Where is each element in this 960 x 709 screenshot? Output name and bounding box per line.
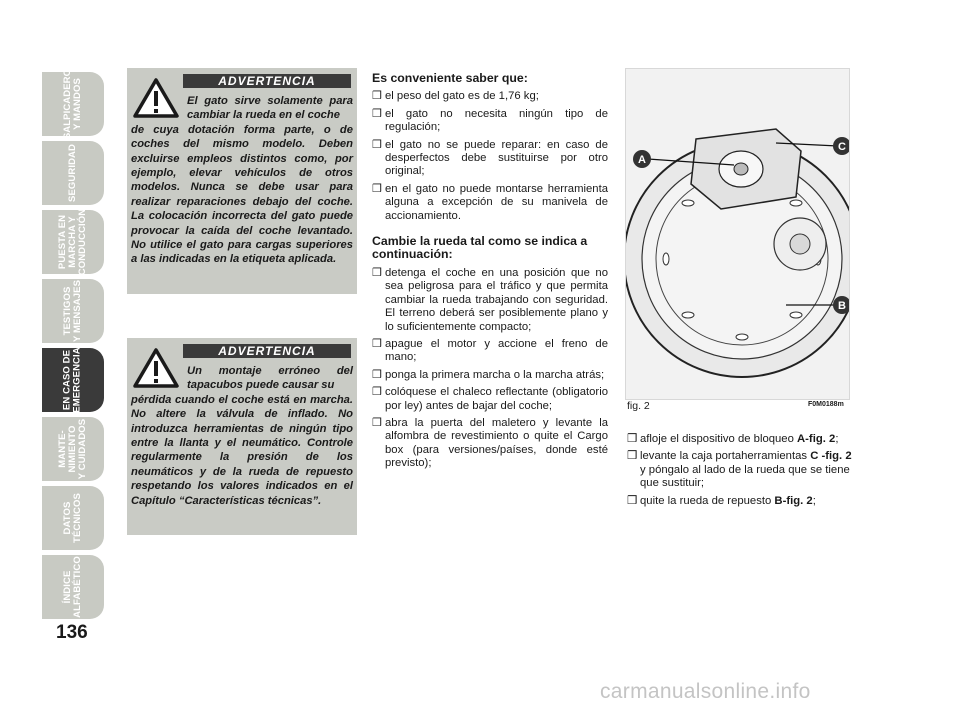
checkbox-bullet-icon: ❒ xyxy=(372,182,382,195)
list-item-text: abra la puerta del maletero y levante la alfombra de revestimiento o quite el Cargo box (para versiones/países, donde esté previsto); xyxy=(385,416,608,470)
figure-reference: A-fig. 2 xyxy=(797,433,836,445)
list-item-text: y póngalo al lado de la rueda que se tiene que sustituir; xyxy=(640,463,850,490)
spare-wheel-illustration xyxy=(625,68,850,400)
warning-body: pérdida cuando el coche está en marcha. No altere la válvula de inflado. No introduzca herramientas de ningún tipo entre la llanta y el neumático. Controle regularmente la presión de los neumáticos y de la rueda de repuesto respetando los valores indicados en el Capítulo “Características técnicas”. xyxy=(131,393,353,507)
list-item-text: apague el motor y accione el freno de mano; xyxy=(385,337,608,364)
list-item xyxy=(372,417,608,471)
label-c: C xyxy=(838,141,846,153)
bullet-list xyxy=(372,267,608,471)
list-item-text: quite la rueda de repuesto xyxy=(640,494,775,507)
nav-tab-testigos[interactable] xyxy=(42,279,104,343)
list-item-text: ponga la primera marcha o la marcha atrás; xyxy=(385,368,605,381)
warning-box-jack xyxy=(127,68,357,294)
checkbox-bullet-icon: ❒ xyxy=(372,416,382,429)
warning-intro: El gato sirve solamente para cambiar la rueda en el coche xyxy=(187,95,353,122)
watermark: carmanualsonline.info xyxy=(600,680,811,703)
list-item xyxy=(372,139,608,179)
figure-reference: B-fig. 2 xyxy=(774,494,813,507)
bullet-list xyxy=(627,433,859,508)
nav-tab-label: SALPICADERO Y MANDOS xyxy=(62,68,83,140)
warning-text xyxy=(131,94,353,267)
list-item xyxy=(627,495,859,508)
checkbox-bullet-icon: ❒ xyxy=(372,386,382,399)
list-item-text: ; xyxy=(812,494,816,507)
nav-tab-puesta-en-marcha[interactable] xyxy=(42,210,104,274)
list-item-text: en el gato no puede montarse herramienta alguna a excepción de su manivela de accionamiento. xyxy=(385,182,608,222)
list-item xyxy=(372,90,608,103)
nav-tab-label: MANTE- NIMIENTO Y CUIDADOS xyxy=(56,418,88,480)
figure-code: F0M0188m xyxy=(808,401,844,408)
checkbox-bullet-icon: ❒ xyxy=(372,337,382,350)
nav-tab-datos-tecnicos[interactable] xyxy=(42,486,104,550)
list-item-text: detenga el coche en una posición que no sea peligrosa para el tráfico y que permita cambiar la rueda trabajando con seguridad. El terreno deberá ser posiblemente plano y lo suficientemente compacto; xyxy=(385,266,608,333)
nav-tab-label: SEGURIDAD xyxy=(67,144,78,202)
section-heading: Es conveniente saber que: xyxy=(372,71,528,85)
warning-title: ADVERTENCIA xyxy=(183,74,351,88)
list-item-text: levante la caja portaherramientas xyxy=(640,450,811,463)
nav-tab-salpicadero[interactable] xyxy=(42,68,104,140)
nav-tab-mantenimiento[interactable] xyxy=(42,417,104,481)
checkbox-bullet-icon: ❒ xyxy=(372,266,382,279)
list-item xyxy=(372,183,608,223)
nav-tab-label: ÍNDICE ALFABÉTICO xyxy=(61,556,83,618)
nav-tab-indice[interactable] xyxy=(42,555,104,619)
bullet-list xyxy=(372,90,608,223)
nav-tab-label: PUESTA EN MARCHA Y CONDUCCIÓN xyxy=(57,208,89,276)
figure-caption: fig. 2 xyxy=(627,400,650,412)
list-item xyxy=(627,433,859,446)
list-item-text: el peso del gato es de 1,76 kg; xyxy=(385,90,539,103)
list-item-text: el gato no se puede reparar: en caso de desperfectos debe sustituirse por otro original; xyxy=(385,138,608,178)
checkbox-bullet-icon: ❒ xyxy=(372,368,382,381)
checkbox-bullet-icon: ❒ xyxy=(627,433,638,445)
list-item-text: ; xyxy=(835,433,839,445)
warning-intro: Un montaje erróneo del tapacubos puede causar su xyxy=(187,365,353,392)
label-a: A xyxy=(638,154,646,166)
warning-body: de cuya dotación forma parte, o de coches del mismo modelo. Deben excluirse empleos distintos como, por ejemplo, elevar vehículos de otros modelos. Nunca se debe usar para realizar reparaciones debajo del coche. La colocación incorrecta del gato puede provocar la caída del coche levantado. No utilice el gato para cargas superiores a las indicadas en la etiqueta aplicada. xyxy=(131,123,353,266)
list-item-text: el gato no necesita ningún tipo de regulación; xyxy=(385,107,608,134)
list-item xyxy=(372,108,608,135)
nav-tab-label: DATOS TÉCNICOS xyxy=(61,493,83,543)
instructions-column xyxy=(372,72,608,475)
warning-title: ADVERTENCIA xyxy=(183,344,351,358)
list-item xyxy=(372,338,608,365)
warning-box-hubcap xyxy=(127,338,357,535)
spare-wheel-drawing xyxy=(626,69,849,399)
checkbox-bullet-icon: ❒ xyxy=(627,494,638,507)
list-item xyxy=(372,386,608,413)
nav-tab-label: TESTIGOS Y MENSAJES xyxy=(62,279,84,343)
list-item xyxy=(372,369,608,382)
section-heading: Cambie la rueda tal como se indica a continuación: xyxy=(372,234,588,262)
list-item xyxy=(627,450,859,490)
checkbox-bullet-icon: ❒ xyxy=(627,450,638,463)
list-item-text: afloje el dispositivo de bloqueo xyxy=(640,433,798,445)
list-item-text: colóquese el chaleco reflectante (obligatorio por ley) antes de bajar del coche; xyxy=(385,386,608,412)
page-number: 136 xyxy=(56,622,88,643)
figure-reference: C -fig. 2 xyxy=(810,450,852,463)
nav-tab-label: EN CASO DE EMERGENCIA xyxy=(62,347,83,413)
nav-tab-seguridad[interactable] xyxy=(42,141,104,205)
checkbox-bullet-icon: ❒ xyxy=(372,90,382,103)
list-item xyxy=(372,267,608,334)
checkbox-bullet-icon: ❒ xyxy=(372,107,382,120)
label-b: B xyxy=(838,300,846,312)
warning-text xyxy=(131,364,353,508)
checkbox-bullet-icon: ❒ xyxy=(372,138,382,151)
nav-tab-emergencia[interactable] xyxy=(42,348,104,412)
steps-column xyxy=(627,433,859,512)
